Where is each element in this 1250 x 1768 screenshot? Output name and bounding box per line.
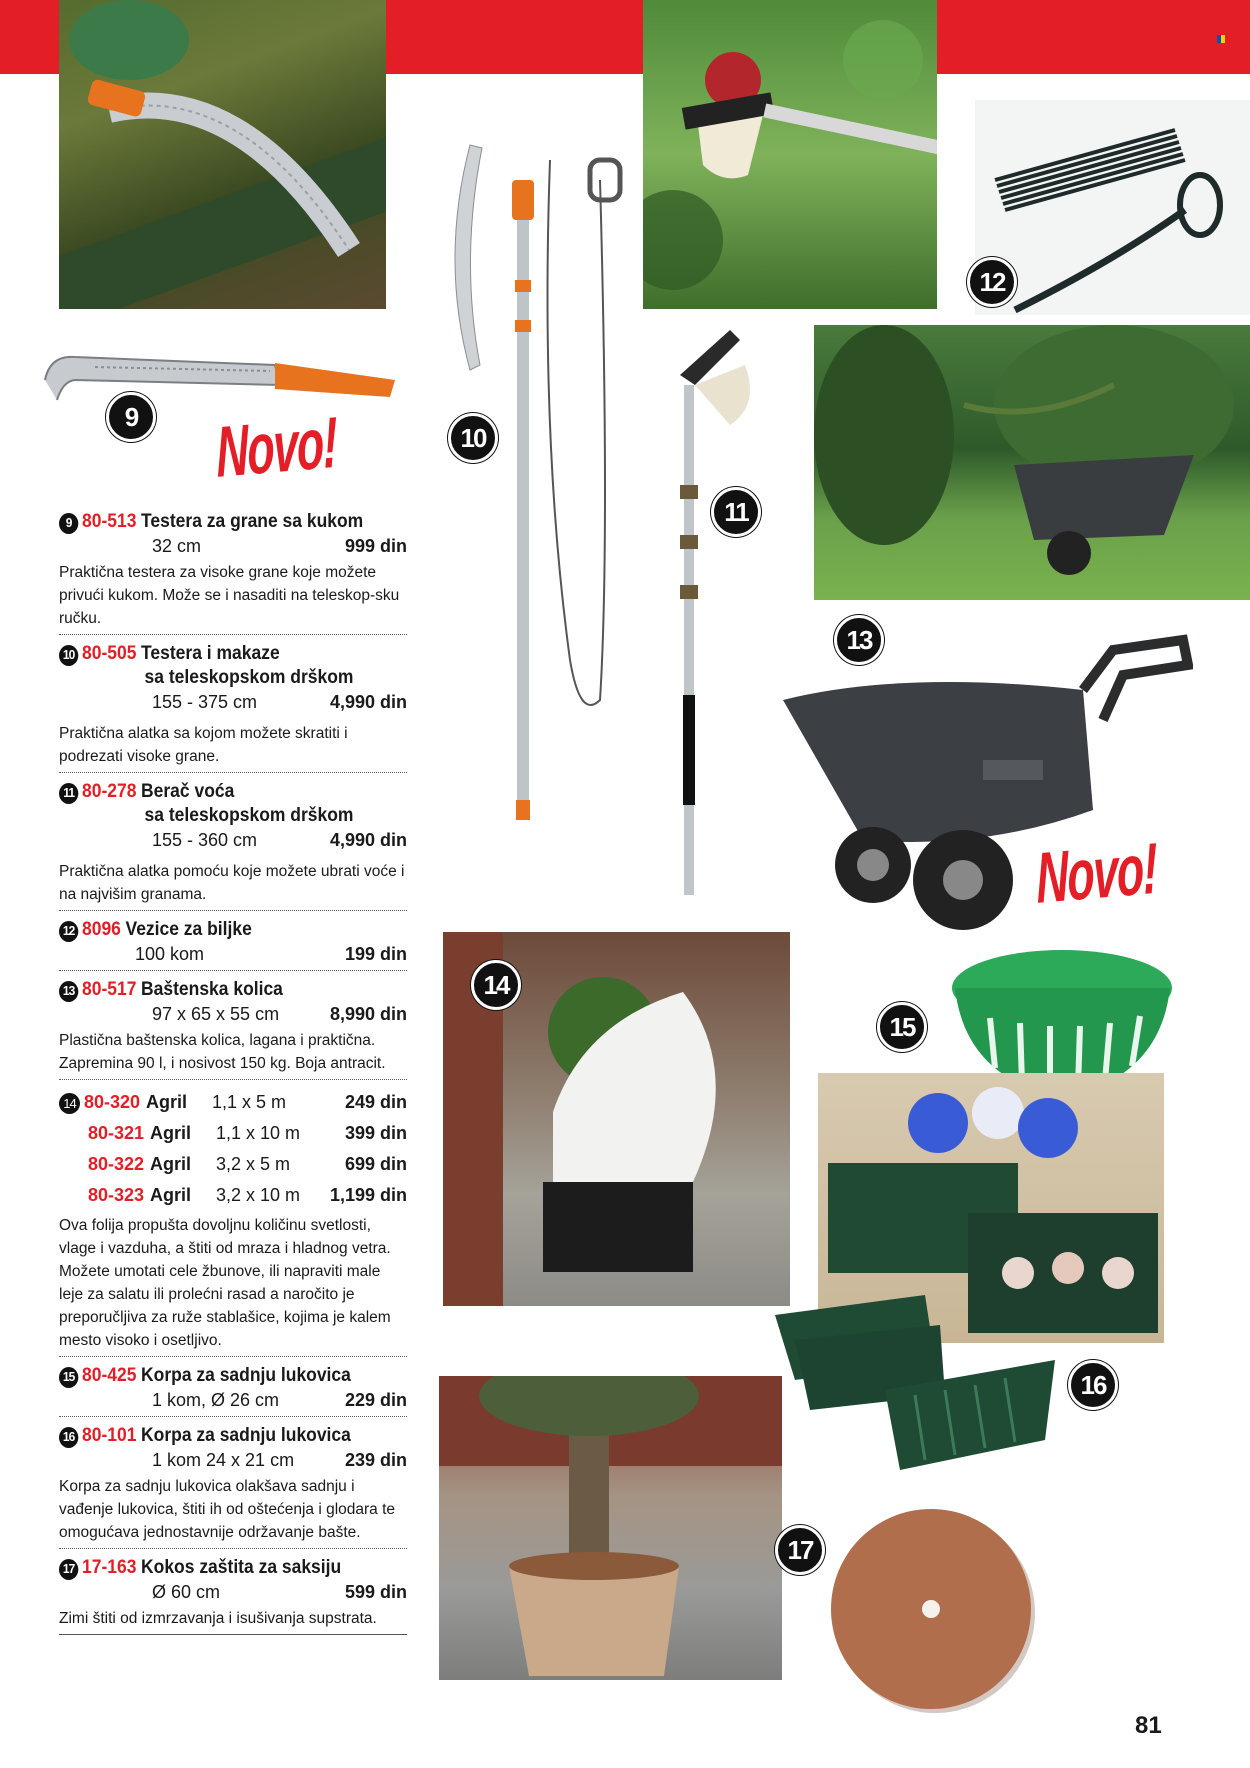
product-detail: 97 x 65 x 55 cm	[152, 1004, 280, 1024]
product-price: 249 din	[344, 1092, 407, 1112]
product-detail: Ø 60 cm	[152, 1582, 221, 1602]
product-name: Kokos zaštita za saksiju	[141, 1557, 342, 1578]
entry-number: 12	[59, 921, 78, 942]
novo-label-saw: Novo!	[215, 402, 338, 493]
product-entry-17	[59, 1556, 407, 1635]
badge-17: 17	[775, 1525, 825, 1575]
product-code: 80-517	[82, 979, 137, 1000]
product-size: 3,2 x 5 m	[216, 1154, 291, 1174]
agril-variant-row	[59, 1118, 407, 1149]
product-price: 8,990 din	[329, 1004, 407, 1024]
product-name: Testera i makaze	[141, 643, 280, 664]
badge-14: 14	[471, 960, 521, 1010]
product-size: 3,2 x 10 m	[216, 1185, 301, 1205]
entry-number: 14	[59, 1093, 80, 1114]
agril-variant-row	[59, 1149, 407, 1180]
badge-10: 10	[448, 413, 498, 463]
product-entry-16	[59, 1424, 407, 1549]
product-entry-9	[59, 510, 407, 635]
product-name: Korpa za sadnju lukovica	[141, 1425, 351, 1446]
product-name: Agril	[150, 1185, 192, 1205]
product-entry-11	[59, 780, 407, 911]
product-code: 80-321	[88, 1123, 145, 1143]
product-code: 80-278	[82, 781, 137, 802]
product-detail: 1 kom 24 x 21 cm	[152, 1450, 295, 1470]
product-price: 229 din	[344, 1390, 407, 1410]
coco-disc-image	[827, 1505, 1037, 1715]
entry-number: 17	[59, 1559, 78, 1580]
product-name-line-2: sa teleskopskom drškom	[144, 667, 354, 688]
badge-16: 16	[1068, 1360, 1118, 1410]
entry-number: 15	[59, 1367, 78, 1388]
badge-15: 15	[877, 1002, 927, 1052]
entry-number: 16	[59, 1427, 78, 1448]
agril-variant-row	[59, 1087, 407, 1118]
product-name: Vezice za biljke	[125, 919, 252, 940]
product-description: Zimi štiti od izmrzavanja i isušivanja supstrata.	[59, 1610, 377, 1627]
product-detail: 155 - 360 cm	[152, 830, 258, 850]
product-name: Testera za grane sa kukom	[141, 511, 364, 532]
page-number: 81	[1135, 1712, 1162, 1739]
product-price: 4,990 din	[329, 692, 407, 712]
print-color-mark	[1217, 35, 1225, 43]
product-detail: 155 - 375 cm	[152, 692, 258, 712]
entry-number: 10	[59, 645, 78, 666]
product-detail: 1 kom, Ø 26 cm	[152, 1390, 280, 1410]
product-price: 1,199 din	[329, 1185, 407, 1205]
product-name: Berač voća	[141, 781, 235, 802]
product-description: Korpa za sadnju lukovica olakšava sadnju i vađenje lukovica, štiti ih od oštećenja i glodara te omogućava jednostavnije održavanje bašte.	[59, 1478, 396, 1541]
novo-label-cart: Novo!	[1035, 828, 1158, 919]
product-name-line-2: sa teleskopskom drškom	[144, 805, 354, 826]
product-code: 80-101	[82, 1425, 137, 1446]
product-size: 1,1 x 10 m	[216, 1123, 301, 1143]
fruit-picker-photo	[643, 0, 937, 309]
product-code: 17-163	[82, 1557, 137, 1578]
agril-variant-row	[59, 1180, 407, 1211]
product-detail: 32 cm	[152, 536, 202, 556]
badge-12: 12	[967, 257, 1017, 307]
product-price: 699 din	[344, 1154, 407, 1174]
product-code: 8096	[82, 919, 121, 940]
badge-9: 9	[106, 392, 156, 442]
product-price: 599 din	[344, 1582, 407, 1602]
telescopic-pruner-image	[440, 140, 640, 830]
product-description: Praktična alatka sa kojom možete skratiti i podrezati visoke grane.	[59, 725, 348, 765]
product-name: Korpa za sadnju lukovica	[141, 1365, 351, 1386]
product-entry-10	[59, 642, 407, 773]
product-name: Agril	[146, 1092, 188, 1112]
product-size: 1,1 x 5 m	[212, 1092, 287, 1112]
product-code: 80-323	[88, 1185, 145, 1205]
product-description: Plastična baštenska kolica, lagana i praktična. Zapremina 90 l, i nosivost 150 kg. Boja antracit.	[59, 1032, 386, 1072]
entry-number: 11	[59, 783, 78, 804]
entry-number: 9	[59, 513, 78, 534]
product-detail: 100 kom	[135, 944, 205, 964]
telescopic-fruit-picker-image	[670, 325, 780, 905]
product-description: Praktična testera za visoke grane koje možete privući kukom. Može se i nasaditi na teleskop-sku ručku.	[59, 564, 400, 627]
product-name: Baštenska kolica	[141, 979, 283, 1000]
product-code: 80-513	[82, 511, 137, 532]
badge-11: 11	[711, 487, 761, 537]
product-entry-15	[59, 1364, 407, 1417]
product-name: Agril	[150, 1123, 192, 1143]
product-price: 399 din	[344, 1123, 407, 1143]
product-price: 239 din	[344, 1450, 407, 1470]
product-price: 999 din	[344, 536, 407, 556]
product-price: 4,990 din	[329, 830, 407, 850]
badge-13: 13	[834, 615, 884, 665]
product-entry-12	[59, 918, 407, 971]
product-code: 80-322	[88, 1154, 145, 1174]
saw-in-use-photo	[59, 0, 386, 309]
product-description: Praktična alatka pomoću koje možete ubrati voće i na najvišim granama.	[59, 863, 405, 903]
entry-number: 13	[59, 981, 78, 1002]
rectangular-bulb-baskets-image	[775, 1280, 1065, 1495]
product-entry-14	[59, 1087, 407, 1357]
header-band-right	[937, 0, 1250, 74]
product-description: Ova folija propušta dovoljnu količinu svetlosti, vlage i vazduha, a štiti od mraza i hladnog vetra. Možete umotati cele žbunove, ili napraviti male leje za salatu ili prolećni rasad a naročito je preporučljiva za ruže stablašice, kojima je kalem mesto visoko i osetljivo.	[59, 1217, 391, 1349]
garden-cart-photo	[814, 325, 1250, 600]
coco-protection-photo	[439, 1376, 782, 1680]
product-price: 199 din	[344, 944, 407, 964]
product-list	[59, 510, 407, 1642]
product-code: 80-320	[84, 1092, 141, 1112]
product-entry-13	[59, 978, 407, 1080]
product-name: Agril	[150, 1154, 192, 1174]
pruning-saw-image	[35, 345, 405, 415]
product-code: 80-425	[82, 1365, 137, 1386]
product-code: 80-505	[82, 643, 137, 664]
